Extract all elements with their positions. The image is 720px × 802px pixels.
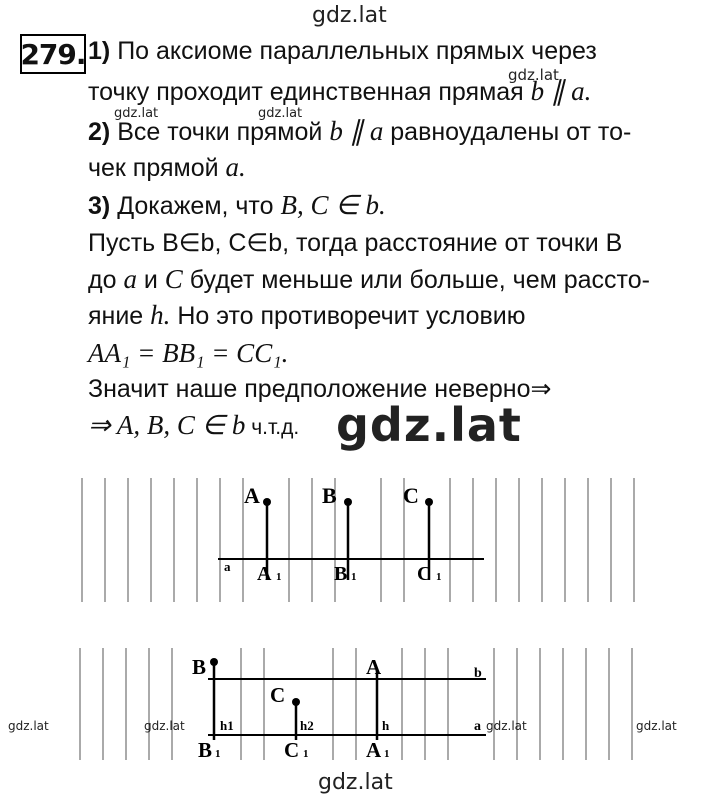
line-7-math-a: a [123, 264, 137, 294]
figure-2 [0, 640, 720, 765]
line-7-text-a: до [88, 266, 124, 294]
line-4-text: чек прямой [88, 154, 226, 182]
line-7-text-b: и [136, 266, 165, 294]
watermark-top: gdz.lat [312, 3, 387, 28]
point-A [263, 498, 271, 506]
line-4-math: a. [225, 152, 246, 182]
label-B1-2: B [198, 738, 213, 762]
text-line-5 [88, 190, 386, 221]
step-3-number: 3) [88, 192, 111, 220]
label-A: A [244, 483, 260, 508]
line-3-math: b ∥ a [329, 116, 384, 146]
text-line-1 [88, 36, 597, 66]
line-2-math: b ∥ a. [530, 76, 592, 106]
line-7-math-b: C [164, 264, 183, 294]
label-C1-2: C [284, 738, 300, 762]
text-line-3 [88, 116, 631, 147]
label-B1-2-sub: 1 [215, 748, 221, 760]
text-line-7 [88, 264, 650, 295]
line-3-text-a: Все точки прямой [117, 118, 330, 146]
label-h2: h2 [300, 718, 314, 733]
point-B [344, 498, 352, 506]
line-11-text: ч.т.д. [245, 416, 300, 439]
watermark-bottom: gdz.lat [318, 770, 393, 795]
label-A1-2: A [366, 738, 382, 762]
label-B1: B [334, 563, 348, 585]
line-3-text-b: равноудалены от то- [383, 118, 632, 146]
text-line-6 [88, 228, 622, 258]
text-line-9 [88, 338, 288, 369]
label-a: a [224, 559, 231, 574]
label-A-2: A [366, 655, 382, 679]
watermark-small-2: gdz.lat [114, 106, 159, 121]
grid-lines-1 [82, 478, 634, 602]
label-C: C [403, 483, 419, 508]
grid-lines-2 [80, 648, 632, 760]
label-C1-2-sub: 1 [303, 748, 309, 760]
label-C1-sub: 1 [436, 571, 442, 583]
watermark-fig-3: gdz.lat [486, 719, 527, 733]
line-5-math: B, C ∈ b. [280, 190, 386, 220]
step-1-number: 1) [88, 37, 111, 65]
line-7-text-c: будет меньше или больше, чем рассто- [182, 266, 650, 294]
text-line-11 [88, 410, 299, 443]
line-10-text: Значит наше предположение неверно⇒ [88, 375, 552, 403]
problem-number: 279. [20, 34, 86, 74]
watermark-fig-4: gdz.lat [636, 719, 677, 733]
watermark-fig-1: gdz.lat [8, 719, 49, 733]
watermark-fig-2: gdz.lat [144, 719, 185, 733]
text-line-2 [88, 76, 591, 107]
point-C-2 [292, 698, 300, 706]
line-8-math: h. [150, 300, 171, 330]
figure-1 [0, 470, 720, 610]
label-h: h [382, 718, 390, 733]
watermark-small-1: gdz.lat [508, 66, 559, 84]
line-11-math: ⇒ A, B, C ∈ b [88, 410, 246, 440]
line-1-text: По аксиоме параллельных прямых через [117, 37, 597, 65]
label-A1-2-sub: 1 [384, 748, 390, 760]
line-2-text: точку проходит единственная прямая [88, 78, 531, 106]
label-A1-sub: 1 [276, 571, 282, 583]
line-9-math: AA₁ = BB₁ = CC₁. [88, 338, 289, 368]
point-B-2 [210, 658, 218, 666]
line-6-text: Пусть B∈b, C∈b, тогда расстояние от точки B [88, 229, 623, 257]
label-B-2: B [192, 655, 207, 679]
point-C [425, 498, 433, 506]
label-B: B [322, 483, 337, 508]
label-B1-sub: 1 [351, 571, 357, 583]
label-A1: A [257, 563, 272, 585]
label-C1: C [417, 563, 432, 585]
label-h1: h1 [220, 718, 234, 733]
text-line-4 [88, 152, 246, 183]
line-8-text-a: яние [88, 302, 151, 330]
label-b: b [474, 666, 482, 681]
step-2-number: 2) [88, 118, 111, 146]
line-5-text: Докажем, что [117, 192, 281, 220]
line-8-text-b: Но это противоречит условию [170, 302, 526, 330]
watermark-big: gdz.lat [336, 398, 522, 452]
text-line-8 [88, 300, 525, 331]
label-C-2: C [270, 683, 286, 707]
label-a-fig2: a [474, 719, 481, 734]
watermark-small-3: gdz.lat [258, 106, 303, 121]
